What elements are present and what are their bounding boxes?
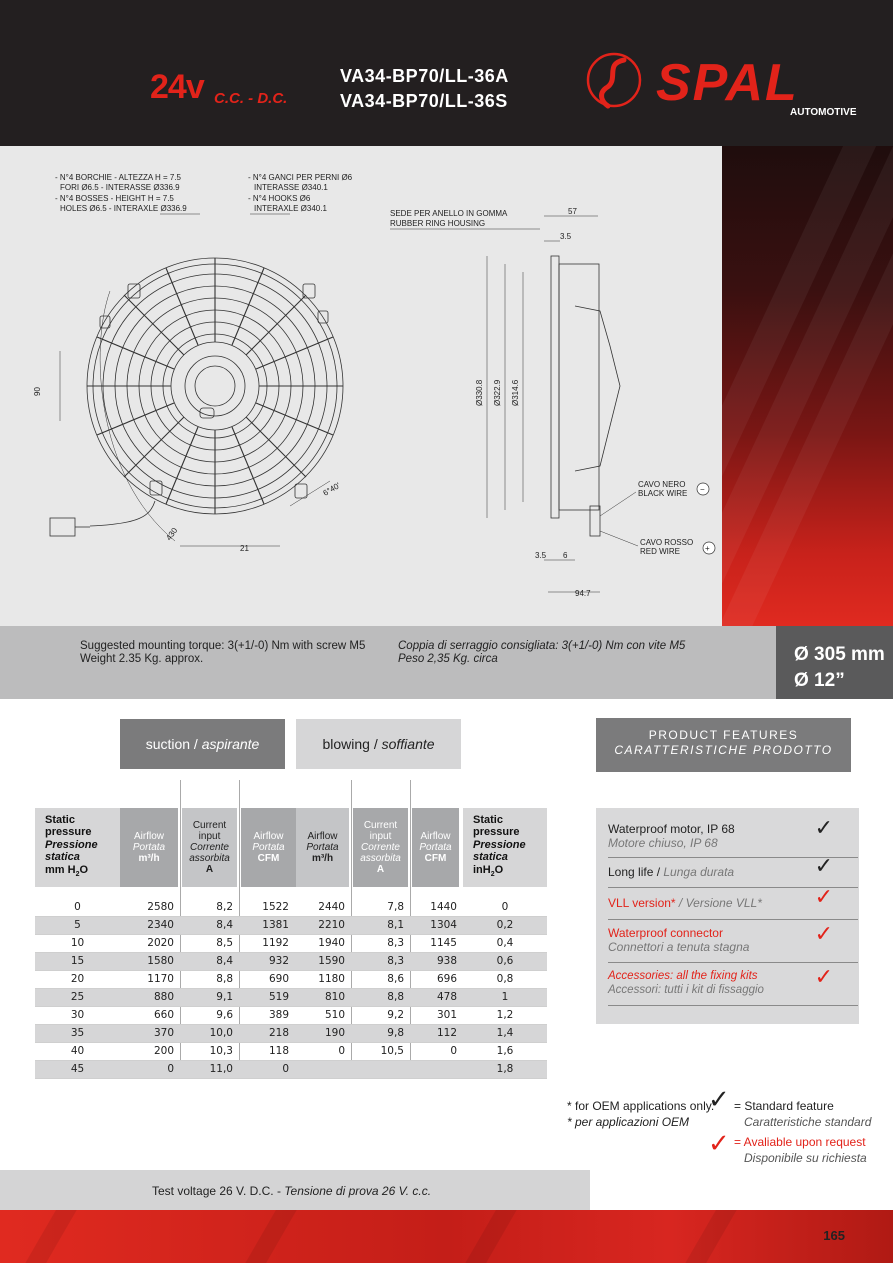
tab-blowing-it: soffiante	[381, 736, 435, 752]
feature-accessories: Accessories: all the fixing kits Accessori: tutti i kit di fissaggio ✓	[608, 963, 858, 1006]
table-cell: 218	[239, 1024, 295, 1042]
table-cell: 389	[239, 1006, 295, 1024]
table-cell: 9,8	[351, 1024, 410, 1042]
table-cell: 0	[410, 1042, 463, 1060]
note-left-2: FORI Ø6.5 - INTERASSE Ø336.9	[60, 183, 180, 192]
note-right-3: - N°4 HOOKS Ø6	[248, 194, 311, 203]
table-cell: 690	[239, 970, 295, 988]
table-row	[35, 952, 547, 970]
oem-note	[567, 1098, 714, 1130]
black-wire-it: CAVO NERO	[638, 480, 686, 489]
table-cell: 1,2	[463, 1006, 547, 1024]
features-title: PRODUCT FEATURES	[648, 728, 799, 742]
standard-check-icon: ✓	[708, 1085, 730, 1115]
table-cell: 0,2	[463, 916, 547, 934]
tab-suction-en: suction /	[145, 736, 198, 752]
minus-sign: −	[700, 485, 705, 494]
table-cell: 10,3	[180, 1042, 239, 1060]
footer-bar	[0, 1210, 893, 1263]
dim-90: 90	[33, 387, 42, 396]
table-cell: 1304	[410, 916, 463, 934]
black-wire-en: BLACK WIRE	[638, 489, 688, 498]
model-code-a: VA34-BP70/LL-36A	[340, 66, 509, 86]
table-cell: 8,3	[351, 952, 410, 970]
table-cell: 8,8	[351, 988, 410, 1006]
check-icon-red: ✓	[814, 965, 833, 990]
front-view	[50, 258, 343, 536]
feature-vll-version: VLL version* / Versione VLL* ✓	[608, 888, 858, 920]
col-blowing-current: Current input Corrente assorbita A	[353, 808, 408, 887]
table-cell: 932	[239, 952, 295, 970]
test-voltage-bar	[0, 1170, 590, 1210]
spal-logo	[584, 50, 864, 120]
table-cell: 810	[295, 988, 351, 1006]
col-suction-airflow-m3h: Airflow Portata m³/h	[120, 808, 178, 887]
col-suction-current: Current input Corrente assorbita A	[182, 808, 237, 887]
table-cell: 0	[120, 1060, 180, 1078]
table-row	[35, 988, 547, 1006]
table-cell: 0	[463, 898, 547, 916]
fan-drawing	[0, 146, 722, 626]
table-cell: 8,2	[180, 898, 239, 916]
note-right-1: - N°4 GANCI PER PERNI Ø6	[248, 173, 353, 182]
table-cell	[295, 1060, 351, 1078]
rubber-note-1: SEDE PER ANELLO IN GOMMA	[390, 209, 508, 218]
table-cell: 660	[120, 1006, 180, 1024]
dim-94-7: 94.7	[575, 589, 591, 598]
table-cell: 8,3	[351, 934, 410, 952]
col-blowing-airflow-cfm: Airflow Portata CFM	[412, 808, 459, 887]
table-cell	[410, 1060, 463, 1078]
plus-sign: +	[705, 544, 710, 553]
torque-en: Suggested mounting torque: 3(+1/-0) Nm with screw M5	[80, 640, 366, 652]
table-cell: 20	[35, 970, 120, 988]
table-cell: 8,5	[180, 934, 239, 952]
table-cell: 8,4	[180, 952, 239, 970]
test-voltage: Test voltage 26 V. D.C. - Tensione di prova 26 V. c.c.	[152, 1184, 432, 1198]
check-icon-red: ✓	[814, 922, 833, 947]
table-cell: 10,0	[180, 1024, 239, 1042]
table-cell	[351, 1060, 410, 1078]
table-row	[35, 1024, 547, 1042]
table-cell: 10	[35, 934, 120, 952]
table-cell: 7,8	[351, 898, 410, 916]
table-cell: 370	[120, 1024, 180, 1042]
table-cell: 510	[295, 1006, 351, 1024]
table-cell: 478	[410, 988, 463, 1006]
table-cell: 0,8	[463, 970, 547, 988]
table-cell: 1590	[295, 952, 351, 970]
table-cell: 0,4	[463, 934, 547, 952]
diameter-inch: Ø 12”	[794, 670, 845, 691]
brand-name: SPAL	[656, 54, 799, 112]
table-cell: 10,5	[351, 1042, 410, 1060]
table-cell: 5	[35, 916, 120, 934]
product-features-list	[596, 808, 859, 1024]
table-cell: 938	[410, 952, 463, 970]
diameter-box	[776, 626, 893, 699]
table-cell: 519	[239, 988, 295, 1006]
table-cell: 200	[120, 1042, 180, 1060]
table-cell: 696	[410, 970, 463, 988]
oem-note-it: * per applicazioni OEM	[567, 1115, 690, 1129]
feature-long-life: Long life / Lunga durata ✓	[608, 858, 858, 888]
table-row	[35, 934, 547, 952]
table-cell: 118	[239, 1042, 295, 1060]
table-cell: 1,6	[463, 1042, 547, 1060]
table-cell: 880	[120, 988, 180, 1006]
check-icon: ✓	[814, 854, 833, 879]
table-cell: 30	[35, 1006, 120, 1024]
table-cell: 1,8	[463, 1060, 547, 1078]
mounting-info-en	[80, 640, 365, 665]
note-right-2: INTERASSE Ø340.1	[254, 183, 328, 192]
decorative-red-panel	[722, 146, 893, 626]
request-legend: = Avaliable upon request Disponibile su richiesta	[734, 1135, 867, 1165]
table-cell: 2020	[120, 934, 180, 952]
tab-suction	[120, 719, 285, 769]
table-cell: 0	[239, 1060, 295, 1078]
table-cell: 112	[410, 1024, 463, 1042]
tab-suction-it: aspirante	[201, 736, 260, 752]
brand-sub: AUTOMOTIVE	[790, 107, 857, 118]
table-cell: 8,6	[351, 970, 410, 988]
red-wire-en: RED WIRE	[640, 547, 680, 556]
weight-en: Weight 2.35 Kg. approx.	[80, 652, 204, 665]
note-right-4: INTERAXLE Ø340.1	[254, 204, 327, 213]
table-cell: 1145	[410, 934, 463, 952]
table-cell: 9,6	[180, 1006, 239, 1024]
feature-waterproof-connector: Waterproof connector Connettori a tenuta stagna ✓	[608, 920, 858, 963]
product-features-header	[596, 718, 851, 772]
table-cell: 2340	[120, 916, 180, 934]
check-icon: ✓	[814, 816, 833, 841]
table-cell: 1,4	[463, 1024, 547, 1042]
diameter-mm: Ø 305 mm	[794, 644, 885, 665]
dim-57: 57	[568, 207, 577, 216]
voltage-label: 24v	[150, 68, 204, 106]
dim-330-8: Ø330.8	[475, 379, 484, 406]
note-left-3: - N°4 BOSSES - HEIGHT H = 7.5	[55, 194, 174, 203]
table-cell: 8,1	[351, 916, 410, 934]
note-left-1: - N°4 BORCHIE - ALTEZZA H = 7.5	[55, 173, 181, 182]
weight-it: Peso 2,35 Kg. circa	[398, 652, 498, 665]
mounting-info-it	[398, 640, 685, 665]
dim-322-9: Ø322.9	[493, 379, 502, 406]
table-cell: 9,1	[180, 988, 239, 1006]
table-cell: 15	[35, 952, 120, 970]
standard-legend: = Standard feature Caratteristiche standard	[734, 1099, 872, 1129]
table-row	[35, 1006, 547, 1024]
table-cell: 1	[463, 988, 547, 1006]
table-cell: 0	[35, 898, 120, 916]
dim-430: 430	[164, 526, 180, 543]
col-blowing-airflow-m3h: Airflow Portata m³/h	[296, 808, 349, 887]
table-cell: 301	[410, 1006, 463, 1024]
table-cell: 2440	[295, 898, 351, 916]
table-row	[35, 1060, 547, 1078]
voltage-type: C.C. - D.C.	[214, 90, 288, 107]
col-static-pressure-in: Static pressure Pressione statica inH$_2$O	[463, 808, 547, 887]
table-cell: 40	[35, 1042, 120, 1060]
table-cell: 8,8	[180, 970, 239, 988]
page-number: 165	[823, 1228, 845, 1243]
note-left-4: HOLES Ø6.5 - INTERAXLE Ø336.9	[60, 204, 187, 213]
dim-6-40: 6°40'	[321, 480, 342, 498]
technical-drawing-area	[0, 146, 722, 626]
dim-6: 6	[563, 551, 568, 560]
table-cell: 1440	[410, 898, 463, 916]
header-bar	[0, 0, 893, 146]
col-suction-airflow-cfm: Airflow Portata CFM	[241, 808, 296, 887]
dim-314-6: Ø314.6	[511, 379, 520, 406]
dim-21: 21	[240, 544, 249, 553]
table-cell: 1192	[239, 934, 295, 952]
col-static-pressure-mm: Static pressure Pressione statica mm $H_2O$	[35, 808, 120, 887]
table-cell: 0	[295, 1042, 351, 1060]
feature-waterproof-motor: Waterproof motor, IP 68 Motore chiuso, IP 68 ✓	[608, 818, 858, 858]
request-check-icon: ✓	[708, 1129, 730, 1159]
dim-3-5-bottom: 3.5	[535, 551, 547, 560]
table-cell: 45	[35, 1060, 120, 1078]
table-cell: 1940	[295, 934, 351, 952]
table-cell: 1381	[239, 916, 295, 934]
model-code-s: VA34-BP70/LL-36S	[340, 91, 508, 111]
dim-3-5-top: 3.5	[560, 232, 572, 241]
table-row	[35, 916, 547, 934]
table-cell: 190	[295, 1024, 351, 1042]
table-cell: 1580	[120, 952, 180, 970]
performance-table	[35, 898, 547, 1079]
tab-blowing-en: blowing /	[322, 736, 378, 752]
table-cell: 0,6	[463, 952, 547, 970]
table-cell: 2210	[295, 916, 351, 934]
red-wire-it: CAVO ROSSO	[640, 538, 694, 547]
tab-blowing	[296, 719, 461, 769]
table-cell: 1170	[120, 970, 180, 988]
mounting-info-bar	[0, 626, 776, 699]
table-row	[35, 970, 547, 988]
check-icon-red: ✓	[814, 885, 833, 910]
table-cell: 11,0	[180, 1060, 239, 1078]
features-title-it: CARATTERISTICHE PRODOTTO	[614, 743, 833, 757]
table-row	[35, 1042, 547, 1060]
table-cell: 35	[35, 1024, 120, 1042]
table-cell: 1522	[239, 898, 295, 916]
torque-it: Coppia di serraggio consigliata: 3(+1/-0) Nm con vite M5	[398, 640, 686, 652]
table-cell: 9,2	[351, 1006, 410, 1024]
table-cell: 25	[35, 988, 120, 1006]
table-cell: 8,4	[180, 916, 239, 934]
table-cell: 1180	[295, 970, 351, 988]
rubber-note-2: RUBBER RING HOUSING	[390, 219, 486, 228]
table-cell: 2580	[120, 898, 180, 916]
table-row	[35, 898, 547, 916]
side-view	[551, 256, 620, 536]
oem-note-en: * for OEM applications only.	[567, 1099, 715, 1113]
